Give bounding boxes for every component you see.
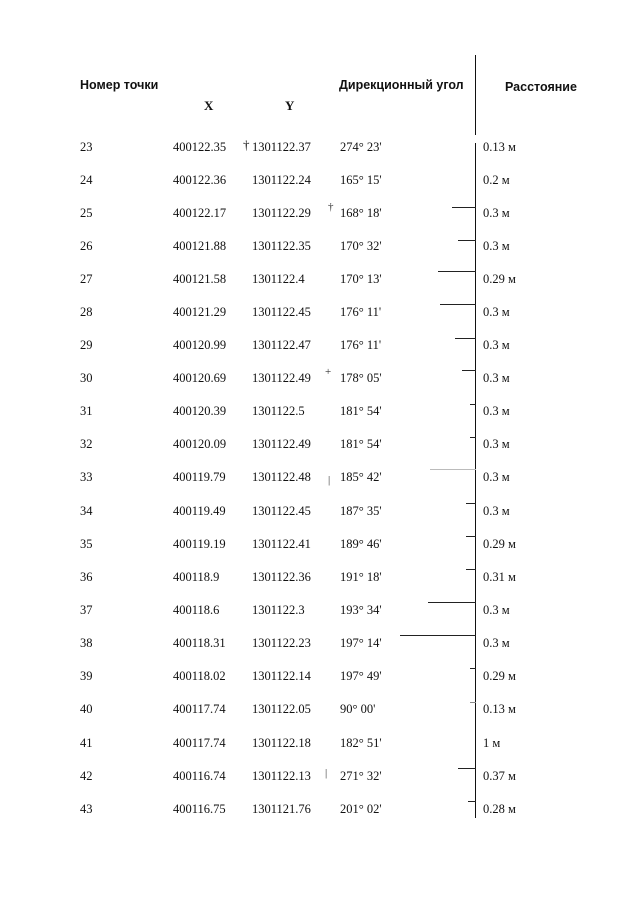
scale-tick xyxy=(470,702,476,703)
point-number: 33 xyxy=(80,470,93,484)
scale-tick xyxy=(470,437,476,438)
point-number: 27 xyxy=(80,272,93,286)
scale-tick xyxy=(466,536,476,537)
table-row xyxy=(0,239,639,259)
header-x: X xyxy=(204,98,214,113)
table-row xyxy=(0,140,639,160)
direction-angle: 165° 15' xyxy=(340,173,382,187)
direction-angle: 197° 49' xyxy=(340,669,382,683)
scale-tick xyxy=(462,370,476,371)
distance-value: 0.3 м xyxy=(483,371,510,385)
direction-angle: 168° 18' xyxy=(340,206,382,220)
scale-tick xyxy=(428,602,476,603)
header-distance: Расстояние xyxy=(505,80,577,94)
scale-tick xyxy=(466,569,476,570)
table-row xyxy=(0,371,639,391)
table-row xyxy=(0,702,639,722)
scale-tick xyxy=(470,404,476,405)
direction-angle: 178° 05' xyxy=(340,371,382,385)
x-coordinate: 400122.36 xyxy=(173,173,227,187)
x-coordinate: 400119.19 xyxy=(173,537,226,551)
y-coordinate: 1301122.23 xyxy=(252,636,311,650)
scale-tick xyxy=(440,304,476,305)
scale-tick xyxy=(438,271,476,272)
distance-value: 0.3 м xyxy=(483,206,510,220)
y-coordinate: 1301121.76 xyxy=(252,802,311,816)
header-point-number: Номер точки xyxy=(80,78,159,92)
table-row xyxy=(0,470,639,490)
point-number: 26 xyxy=(80,239,93,253)
x-coordinate: 400118.31 xyxy=(173,636,226,650)
point-number: 28 xyxy=(80,305,93,319)
point-number: 23 xyxy=(80,140,93,154)
x-coordinate: 400121.29 xyxy=(173,305,227,319)
point-number: 40 xyxy=(80,702,93,716)
x-coordinate: 400122.35 xyxy=(173,140,227,154)
direction-angle: 189° 46' xyxy=(340,537,382,551)
distance-value: 0.29 м xyxy=(483,537,516,551)
x-coordinate: 400116.75 xyxy=(173,802,226,816)
y-coordinate: 1301122.45 xyxy=(252,305,311,319)
direction-angle: 193° 34' xyxy=(340,603,382,617)
x-coordinate: 400120.69 xyxy=(173,371,227,385)
direction-angle: 271° 32' xyxy=(340,769,382,783)
y-coordinate: 1301122.47 xyxy=(252,338,311,352)
distance-value: 0.13 м xyxy=(483,140,516,154)
x-coordinate: 400116.74 xyxy=(173,769,226,783)
point-number: 30 xyxy=(80,371,93,385)
x-coordinate: 400120.09 xyxy=(173,437,227,451)
distance-value: 0.3 м xyxy=(483,338,510,352)
y-coordinate: 1301122.24 xyxy=(252,173,311,187)
distance-value: 0.28 м xyxy=(483,802,516,816)
point-number: 43 xyxy=(80,802,93,816)
scale-tick xyxy=(430,469,476,470)
point-number: 32 xyxy=(80,437,93,451)
table-row xyxy=(0,537,639,557)
direction-angle: 170° 32' xyxy=(340,239,382,253)
table-row xyxy=(0,669,639,689)
y-coordinate: 1301122.36 xyxy=(252,570,311,584)
point-number: 34 xyxy=(80,504,93,518)
scale-tick xyxy=(458,768,476,769)
y-coordinate: 1301122.49 xyxy=(252,371,311,385)
table-row xyxy=(0,305,639,325)
x-coordinate: 400121.58 xyxy=(173,272,227,286)
y-coordinate: 1301122.41 xyxy=(252,537,311,551)
point-number: 24 xyxy=(80,173,93,187)
point-number: 25 xyxy=(80,206,93,220)
header-y: Y xyxy=(285,98,295,113)
point-number: 41 xyxy=(80,736,93,750)
dagger-mark: † xyxy=(328,201,334,213)
table-row xyxy=(0,173,639,193)
table-row xyxy=(0,437,639,457)
table-row xyxy=(0,603,639,623)
direction-angle: 176° 11' xyxy=(340,305,382,319)
x-coordinate: 400119.49 xyxy=(173,504,226,518)
direction-angle: 176° 11' xyxy=(340,338,382,352)
y-coordinate: 1301122.05 xyxy=(252,702,311,716)
direction-angle: 274° 23' xyxy=(340,140,382,154)
x-coordinate: 400120.99 xyxy=(173,338,227,352)
x-coordinate: 400122.17 xyxy=(173,206,227,220)
distance-value: 0.3 м xyxy=(483,504,510,518)
distance-value: 0.29 м xyxy=(483,272,516,286)
cross-mark: + xyxy=(325,366,332,378)
point-number: 35 xyxy=(80,537,93,551)
point-number: 39 xyxy=(80,669,93,683)
header-divider-line xyxy=(475,55,476,135)
direction-angle: 181° 54' xyxy=(340,404,382,418)
distance-value: 0.3 м xyxy=(483,437,510,451)
x-coordinate: 400117.74 xyxy=(173,702,226,716)
direction-angle: 201° 02' xyxy=(340,802,382,816)
distance-value: 0.13 м xyxy=(483,702,516,716)
distance-value: 0.3 м xyxy=(483,603,510,617)
tick-mark: | xyxy=(325,767,328,779)
y-coordinate: 1301122.45 xyxy=(252,504,311,518)
header-direction-angle: Дирекционный угол xyxy=(339,78,464,92)
direction-angle: 90° 00' xyxy=(340,702,376,716)
table-row xyxy=(0,636,639,656)
scale-tick xyxy=(458,240,476,241)
scale-tick xyxy=(468,801,476,802)
distance-value: 1 м xyxy=(483,736,501,750)
y-coordinate: 1301122.37 xyxy=(252,140,311,154)
distance-value: 0.3 м xyxy=(483,305,510,319)
scale-tick xyxy=(400,635,476,636)
point-number: 38 xyxy=(80,636,93,650)
scale-tick xyxy=(470,668,476,669)
x-coordinate: 400117.74 xyxy=(173,736,226,750)
distance-value: 0.37 м xyxy=(483,769,516,783)
direction-angle: 182° 51' xyxy=(340,736,382,750)
table-row xyxy=(0,504,639,524)
distance-value: 0.3 м xyxy=(483,239,510,253)
distance-value: 0.31 м xyxy=(483,570,516,584)
dagger-mark: † xyxy=(243,137,250,152)
table-row xyxy=(0,206,639,226)
y-coordinate: 1301122.13 xyxy=(252,769,311,783)
scale-tick xyxy=(455,338,476,339)
direction-angle: 191° 18' xyxy=(340,570,382,584)
y-coordinate: 1301122.49 xyxy=(252,437,311,451)
direction-angle: 185° 42' xyxy=(340,470,382,484)
point-number: 37 xyxy=(80,603,93,617)
table-row xyxy=(0,404,639,424)
table-row xyxy=(0,570,639,590)
distance-value: 0.2 м xyxy=(483,173,510,187)
y-coordinate: 1301122.48 xyxy=(252,470,311,484)
x-coordinate: 400118.9 xyxy=(173,570,220,584)
x-coordinate: 400119.79 xyxy=(173,470,226,484)
distance-value: 0.3 м xyxy=(483,404,510,418)
point-number: 29 xyxy=(80,338,93,352)
scale-tick xyxy=(452,207,476,208)
point-number: 36 xyxy=(80,570,93,584)
y-coordinate: 1301122.29 xyxy=(252,206,311,220)
distance-value: 0.3 м xyxy=(483,470,510,484)
x-coordinate: 400118.6 xyxy=(173,603,220,617)
point-number: 42 xyxy=(80,769,93,783)
tick-mark: | xyxy=(328,474,331,486)
table-row xyxy=(0,338,639,358)
table-row xyxy=(0,769,639,789)
direction-angle: 197° 14' xyxy=(340,636,382,650)
y-coordinate: 1301122.3 xyxy=(252,603,305,617)
table-row xyxy=(0,802,639,822)
y-coordinate: 1301122.35 xyxy=(252,239,311,253)
distance-value: 0.29 м xyxy=(483,669,516,683)
x-coordinate: 400118.02 xyxy=(173,669,226,683)
table-row xyxy=(0,272,639,292)
x-coordinate: 400120.39 xyxy=(173,404,227,418)
direction-angle: 187° 35' xyxy=(340,504,382,518)
direction-angle: 170° 13' xyxy=(340,272,382,286)
y-coordinate: 1301122.14 xyxy=(252,669,311,683)
scale-tick xyxy=(466,503,476,504)
x-coordinate: 400121.88 xyxy=(173,239,227,253)
y-coordinate: 1301122.18 xyxy=(252,736,311,750)
distance-value: 0.3 м xyxy=(483,636,510,650)
table-row xyxy=(0,736,639,756)
y-coordinate: 1301122.5 xyxy=(252,404,305,418)
direction-angle: 181° 54' xyxy=(340,437,382,451)
y-coordinate: 1301122.4 xyxy=(252,272,305,286)
point-number: 31 xyxy=(80,404,93,418)
